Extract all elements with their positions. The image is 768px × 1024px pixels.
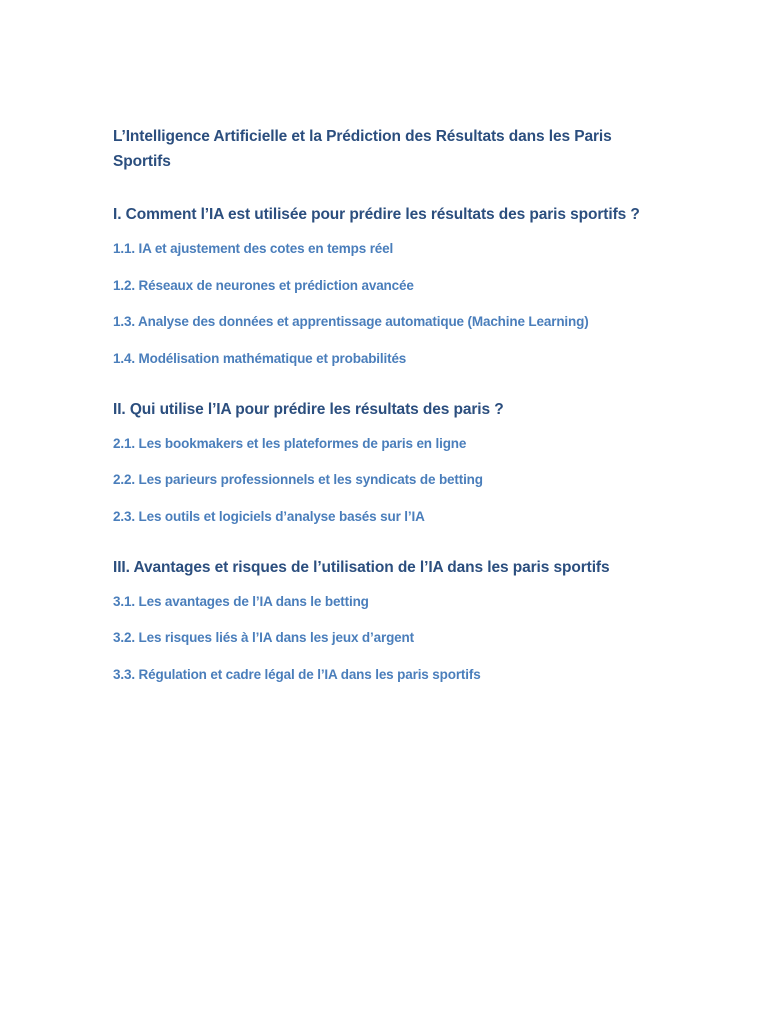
subsection-heading: 2.1. Les bookmakers et les plateformes de paris en ligne xyxy=(113,435,467,451)
section-heading: I. Comment l’IA est utilisée pour prédire les résultats des paris sportifs ? xyxy=(113,206,640,223)
document-page xyxy=(113,124,673,701)
subsection-heading: 2.3. Les outils et logiciels d’analyse basés sur l’IA xyxy=(113,508,425,524)
subsection-heading: 3.1. Les avantages de l’IA dans le betting xyxy=(113,593,369,609)
section-3 xyxy=(113,557,673,685)
subsection-heading: 1.1. IA et ajustement des cotes en temps réel xyxy=(113,241,394,256)
subsection-heading: 3.2. Les risques liés à l’IA dans les jeux d’argent xyxy=(113,630,414,645)
section-1 xyxy=(113,204,673,369)
section-2 xyxy=(113,399,673,527)
subsection-heading: 1.3. Analyse des données et apprentissage automatique (Machine Learning) xyxy=(113,314,589,329)
document-title: L’Intelligence Artificielle et la Prédiction des Résultats dans les Paris Sportifs xyxy=(113,128,612,170)
section-heading: III. Avantages et risques de l’utilisation de l’IA dans les paris sportifs xyxy=(113,558,610,576)
subsection-heading: 1.4. Modélisation mathématique et probabilités xyxy=(113,350,407,366)
subsection-heading: 2.2. Les parieurs professionnels et les syndicats de betting xyxy=(113,472,483,487)
subsection-heading: 1.2. Réseaux de neurones et prédiction avancée xyxy=(113,277,414,293)
subsection-heading: 3.3. Régulation et cadre légal de l’IA dans les paris sportifs xyxy=(113,666,481,682)
section-heading: II. Qui utilise l’IA pour prédire les résultats des paris ? xyxy=(113,400,504,418)
